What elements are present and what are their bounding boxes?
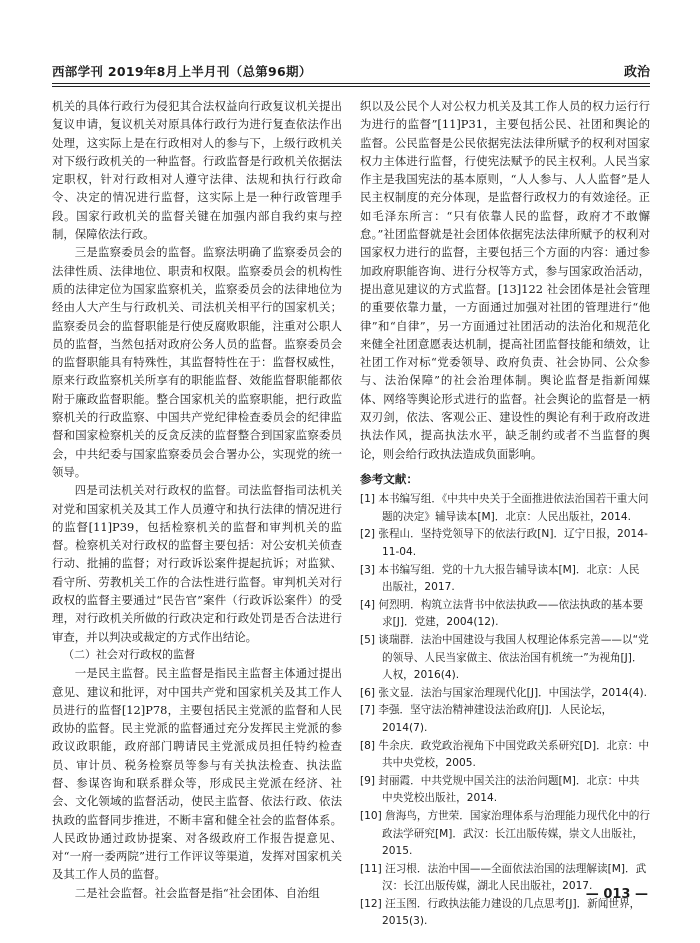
- page-number: — 013 —: [585, 887, 648, 902]
- paragraph: 四是司法机关对行政权的监督。司法监督指司法机关对党和国家机关及其工作人员遵守和执行法律的情况进行的监督[11]P39，包括检察机关的监督和审判机关的监督。检察机关对行政权的监督主要包括：对公安机关侦查行动、批捕的监督；对行政诉讼案件提起抗诉；对监狱、看守所、劳教机关工作的合法性进行监督。审判机关对行政权的监督主要通过“民告官”案件（行政诉讼案件）的受理，对行政机关所做的行政决定和行政处罚是否合法进行审查，并以判决或裁定的方式作出结论。: [52, 483, 342, 644]
- paragraph: 织以及公民个人对公权力机关及其工作人员的权力运行行为进行的监督”[11]P31，主要包括公民、社团和舆论的监督。公民监督是公民依据宪法法律所赋予的权利对国家权力主体进行监督，行使宪法赋予的民主权利。人民当家作主是我国宪法的基本原则，“人人参与、人人监督”是人民主权制度的充分体现，是监督行政权力的有效途径。正如毛泽东所言：“只有依靠人民的监督，政府才不敢懈怠。”社团监督就是社会团体依据宪法法律所赋予的权利对国家权力进行的监督，主要包括三个方面的内容：通过参加政府职能咨询、进行分权等方式，参与国家政治活动，提出意见建议的方式监督。[13]122 社会团体是社会管理的重要依靠力量，一方面通过加强对社团的管理进行“他律”和“自律”，另一方面通过社团活动的法治化和规范化来健全社团意愿表达机制，提高社团监督技能和绩效，让社团工作对标“党委领导、政府负责、社会协同、公众参与、法治保障”的社会治理体制。舆论监督是指新闻媒体、网络等舆论形式进行的监督。社会舆论的监督是一柄双刃剑，依法、客观公正、建设性的舆论有利于政府改进执法作风，提高执法水平，缺乏制约或者不当监督的舆论，则会给行政执法造成负面影响。: [360, 99, 650, 461]
- left-column: [52, 97, 342, 902]
- journal-title: 西部学刊 2019年8月上半月刊（总第96期）: [52, 64, 312, 79]
- reference-item: [9] 封丽霞．中共党规中国关注的法治问题[M]．北京：中共中央党校出版社，2014.: [360, 774, 640, 805]
- header-rule: [52, 83, 650, 87]
- section-label: 政治: [623, 65, 650, 80]
- reference-list: [360, 491, 650, 931]
- reference-item: [6] 张文显．法治与国家治理现代化[J]．中国法学，2014(4).: [360, 686, 647, 699]
- paragraph: 二是社会监督。社会监督是指“社会团体、自治组: [74, 885, 320, 900]
- subsection-heading: （二）社会对行政权的监督: [63, 647, 195, 661]
- reference-item: [12] 汪玉图．行政执法能力建设的几点思考[J]．新闻世界，2015(3).: [360, 897, 641, 928]
- running-header: [52, 58, 650, 80]
- reference-item: [4] 何烈明．构筑立法背书中依法执政——依法执政的基本要求[J]．党建，2004(12).: [360, 598, 644, 629]
- paragraph: 机关的具体行政行为侵犯其合法权益向行政复议机关提出复议申请，复议机关对原具体行政行为进行复查依法作出处理，这实际上是在行政相对人的参与下，上级行政机关对下级行政机关的一种监督。行政监督是行政机关依据法定职权，针对行政相对人遵守法律、法规和执行行政命令、决定的情况进行监督，这实际上是一种行政管理手段。国家行政机关的监督关键在加强内部自我约束与控制，保障依法行政。: [52, 99, 342, 242]
- reference-item: [10] 詹海鸟，方世荣．国家治理体系与治理能力现代化中的行政法学研究[M]．武汉：长江出版传媒，崇文人出版社，2015.: [360, 809, 650, 858]
- references-heading: 参考文献：: [360, 471, 418, 486]
- reference-item: [2] 张程山．坚持党领导下的依法行政[N]．辽宁日报，2014-11-04.: [360, 528, 648, 559]
- reference-item: [11] 汪习根．法治中国——全面依法治国的法理解读[M]．武汉：长江出版传媒，湖北人民出版社，2017.: [360, 862, 647, 893]
- reference-item: [1] 本书编写组．《中共中央关于全面推进依法治国若干重大问题的决定》辅导读本[M]．北京：人民出版社，2014.: [360, 493, 649, 523]
- paragraph: 三是监察委员会的监督。监察法明确了监察委员会的法律性质、法律地位、职责和权限。监察委员会的机构性质的法律定位为国家监察机关，监察委员会的法律地位为经由人大产生与行政机关、司法机关相平行的国家机关；监察委员会的监督职能是行使反腐败职能，注重对公职人员的监督，当然包括对政府公务人员的监督。监察委员会的监督职能具有特殊性，其监督特性在于：监督权威性，原来行政监察机关所享有的职能监督、效能监督职能都依附于廉政监督职能。整合国家机关的监察职能，把行政监察机关的行政监察、中国共产党纪律检查委员会的纪律监督和国家检察机关的反贪反渎的监督整合到国家监察委员会，中共纪委与国家监察委员会合署办公，实现党的统一领导。: [52, 245, 342, 479]
- reference-item: [7] 李强．坚守法治精神建设法治政府[J]．人民论坛，2014(7).: [360, 704, 613, 734]
- paragraph: 一是民主监督。民主监督是指民主监督主体通过提出意见、建议和批评，对中国共产党和国家机关及其工作人员进行的监督[12]P78，主要包括民主党派的监督和人民政协的监督。民主党派的监督通过充分发挥民主党派的参政议政职能，政府部门聘请民主党派成员担任特约检查员、审计员、税务检察员等参与有关执法检查、执法监督、参谋咨询和联系群众等，形成民主党派在经济、社会、文化领域的监督活动，使民主监督、依法行政、依法执政的监督同步推进，不断丰富和健全社会的监督体系。人民政协通过政协提案、对各级政府工作报告提意见、对“一府一委两院”进行工作评议等渠道，发挥对国家机关及其工作人员的监督。: [52, 666, 342, 882]
- right-column: [360, 97, 650, 931]
- reference-item: [3] 本书编写组．党的十九大报告辅导读本[M]．北京：人民出版社，2017.: [360, 563, 640, 594]
- reference-item: [8] 牛余庆．政党政治视角下中国党政关系研究[D]．北京：中共中央党校，2005.: [360, 739, 650, 770]
- reference-item: [5] 谈瑞群．法治中国建设与我国人权理论体系完善——以“党的领导、人民当家做主、依法治国有机统一”为视角[J]．人权，2016(4).: [360, 633, 649, 682]
